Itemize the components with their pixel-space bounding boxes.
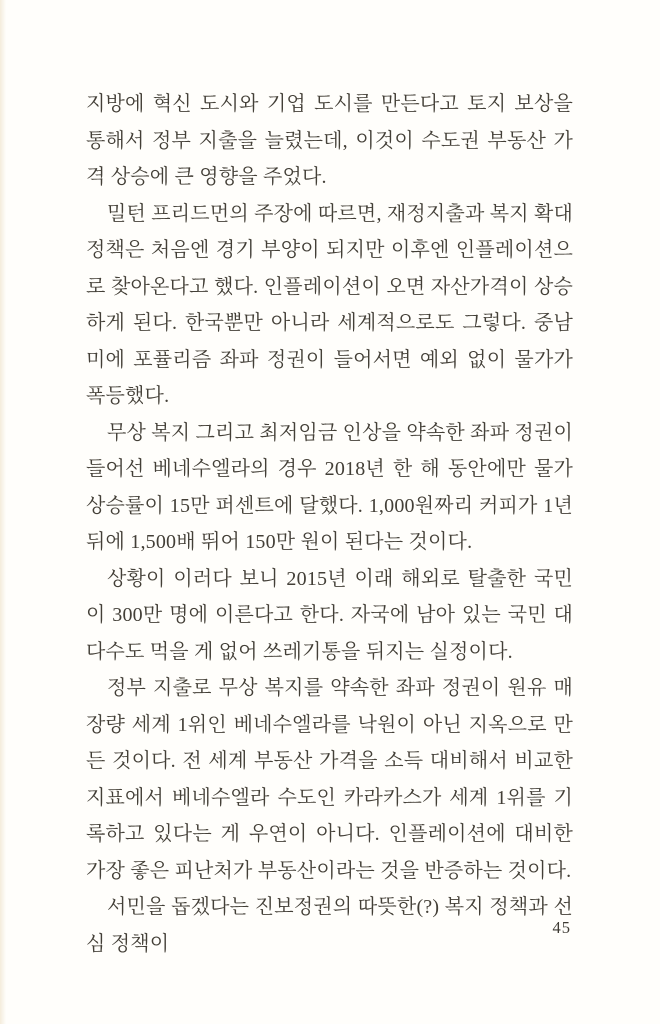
body-text (86, 86, 573, 962)
paragraph: 정부 지출로 무상 복지를 약속한 좌파 정권이 원유 매장량 세계 1위인 베네수엘라를 낙원이 아닌 지옥으로 만든 것이다. 전 세계 부동산 가격을 소득 대비해서 비교한 지표에서 베네수엘라 수도인 카라카스가 세계 1위를 기록하고 있다는 게 우연이 아니다. 인플레이션에 대비한 가장 좋은 피난처가 부동산이라는 것을 반증하는 것이다. (86, 677, 573, 882)
paragraph: 밀턴 프리드먼의 주장에 따르면, 재정지출과 복지 확대 정책은 처음엔 경기 부양이 되지만 이후엔 인플레이션으로 찾아온다고 했다. 인플레이션이 오면 자산가격이 상승하게 된다. 한국뿐만 아니라 세계적으로도 그렇다. 중남미에 포퓰리즘 좌파 정권이 들어서면 예외 없이 물가가 폭등했다. (86, 202, 573, 407)
paragraph: 상황이 이러다 보니 2015년 이래 해외로 탈출한 국민이 300만 명에 이른다고 한다. 자국에 남아 있는 국민 대다수도 먹을 게 없어 쓰레기통을 뒤지는 실정이다. (86, 567, 573, 663)
paragraph: 무상 복지 그리고 최저임금 인상을 약속한 좌파 정권이 들어선 베네수엘라의 경우 2018년 한 해 동안에만 물가상승률이 15만 퍼센트에 달했다. 1,000원짜리 커피가 1년 뒤에 1,500배 뛰어 150만 원이 된다는 것이다. (86, 421, 573, 553)
page-number: 45 (552, 918, 571, 937)
paragraph: 서민을 돕겠다는 진보정권의 따뜻한(?) 복지 정책과 선심 정책이 (86, 896, 573, 955)
paragraph: 지방에 혁신 도시와 기업 도시를 만든다고 토지 보상을 통해서 정부 지출을 늘렸는데, 이것이 수도권 부동산 가격 상승에 큰 영향을 주었다. (86, 93, 573, 188)
